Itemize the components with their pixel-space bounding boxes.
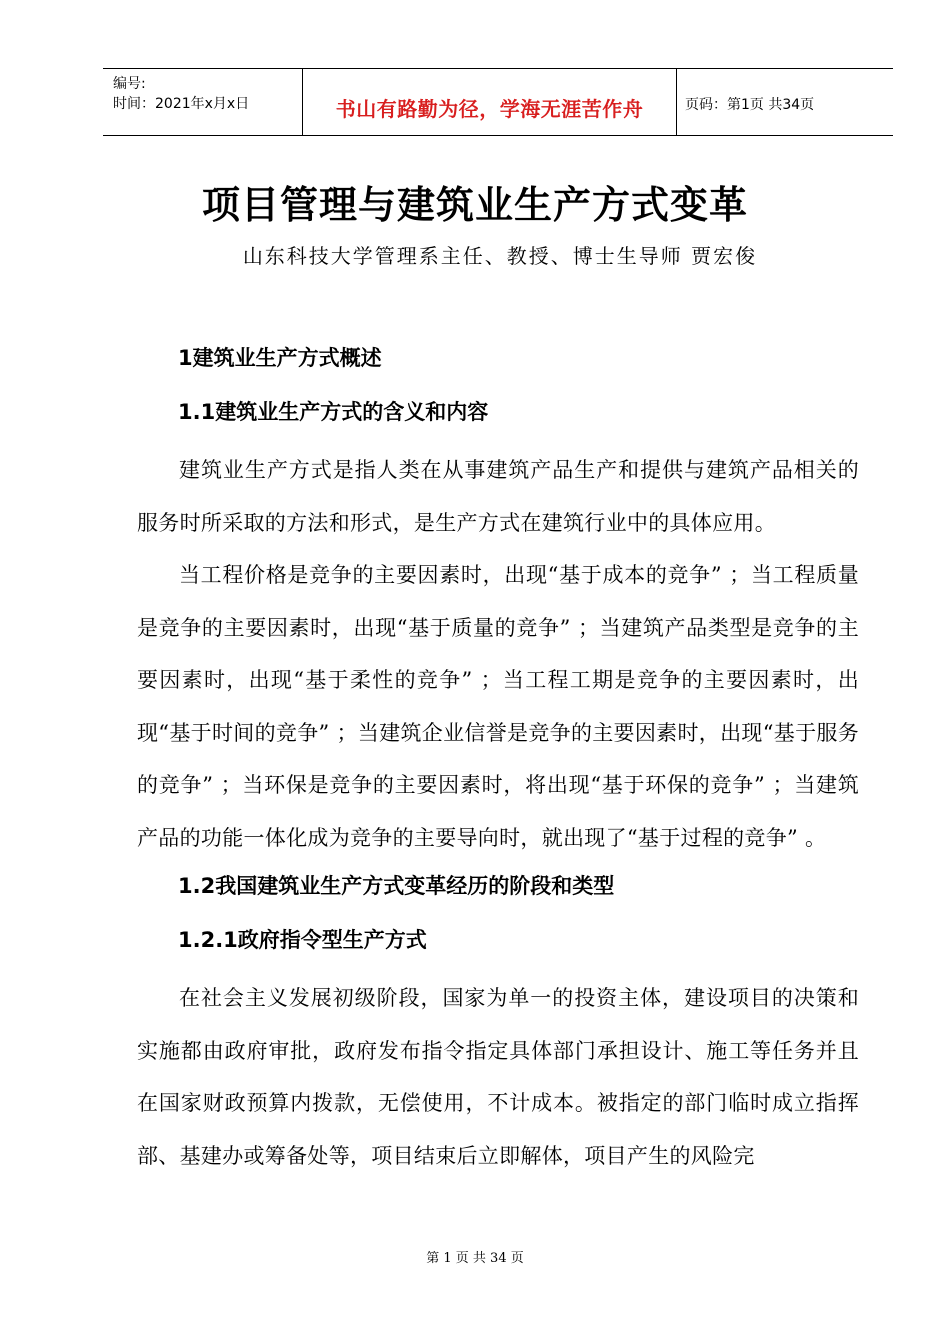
section-heading: 1.2.1政府指令型生产方式	[178, 928, 427, 952]
body-paragraph: 当工程价格是竞争的主要因素时，出现“基于成本的竞争” ；当工程质量是竞争的主要因素时，出现“基于质量的竞争” ；当建筑产品类型是竞争的主要因素时，出现“基于柔性的竞争” ；当工程工期是竞争的主要因素时，出现“基于时间的竞争” ；当建筑企业信誉是竞争的主要因素时，出现“基于服务的竞争” ；当环保是竞争的主要因素时，将出现“基于环保的竞争” ；当建筑产品的功能一体化成为竞争的主要导向时，就出现了“基于过程的竞争” 。	[137, 563, 859, 850]
section-heading: 1建筑业生产方式概述	[178, 346, 382, 370]
document-body	[137, 336, 859, 1182]
page-footer: 第 1 页 共 34 页	[426, 1251, 524, 1266]
header-meta-cell	[103, 69, 303, 135]
header-motto: 书山有路勤为径，学海无涯苦作舟	[335, 97, 644, 121]
section-heading: 1.2我国建筑业生产方式变革经历的阶段和类型	[178, 874, 615, 898]
page-header	[103, 68, 893, 136]
header-motto-cell	[303, 69, 677, 135]
section-heading: 1.1建筑业生产方式的含义和内容	[178, 400, 489, 424]
body-paragraph: 在社会主义发展初级阶段，国家为单一的投资主体，建设项目的决策和实施都由政府审批，政府发布指令指定具体部门承担设计、施工等任务并且在国家财政预算内拨款，无偿使用，不计成本。被指定的部门临时成立指挥部、基建办或筹备处等，项目结束后立即解体，项目产生的风险完	[137, 986, 859, 1168]
header-page-cell	[677, 69, 893, 135]
document-title: 项目管理与建筑业生产方式变革	[201, 183, 748, 227]
document-time-label: 时间：2021年x月x日	[113, 96, 250, 112]
document-number-label: 编号:	[113, 76, 146, 92]
body-paragraph: 建筑业生产方式是指人类在从事建筑产品生产和提供与建筑产品相关的服务时所采取的方法和形式，是生产方式在建筑行业中的具体应用。	[137, 458, 859, 535]
document-subtitle: 山东科技大学管理系主任、教授、博士生导师 贾宏俊	[242, 244, 758, 268]
header-page-info: 页码：第1页 共34页	[685, 97, 815, 113]
